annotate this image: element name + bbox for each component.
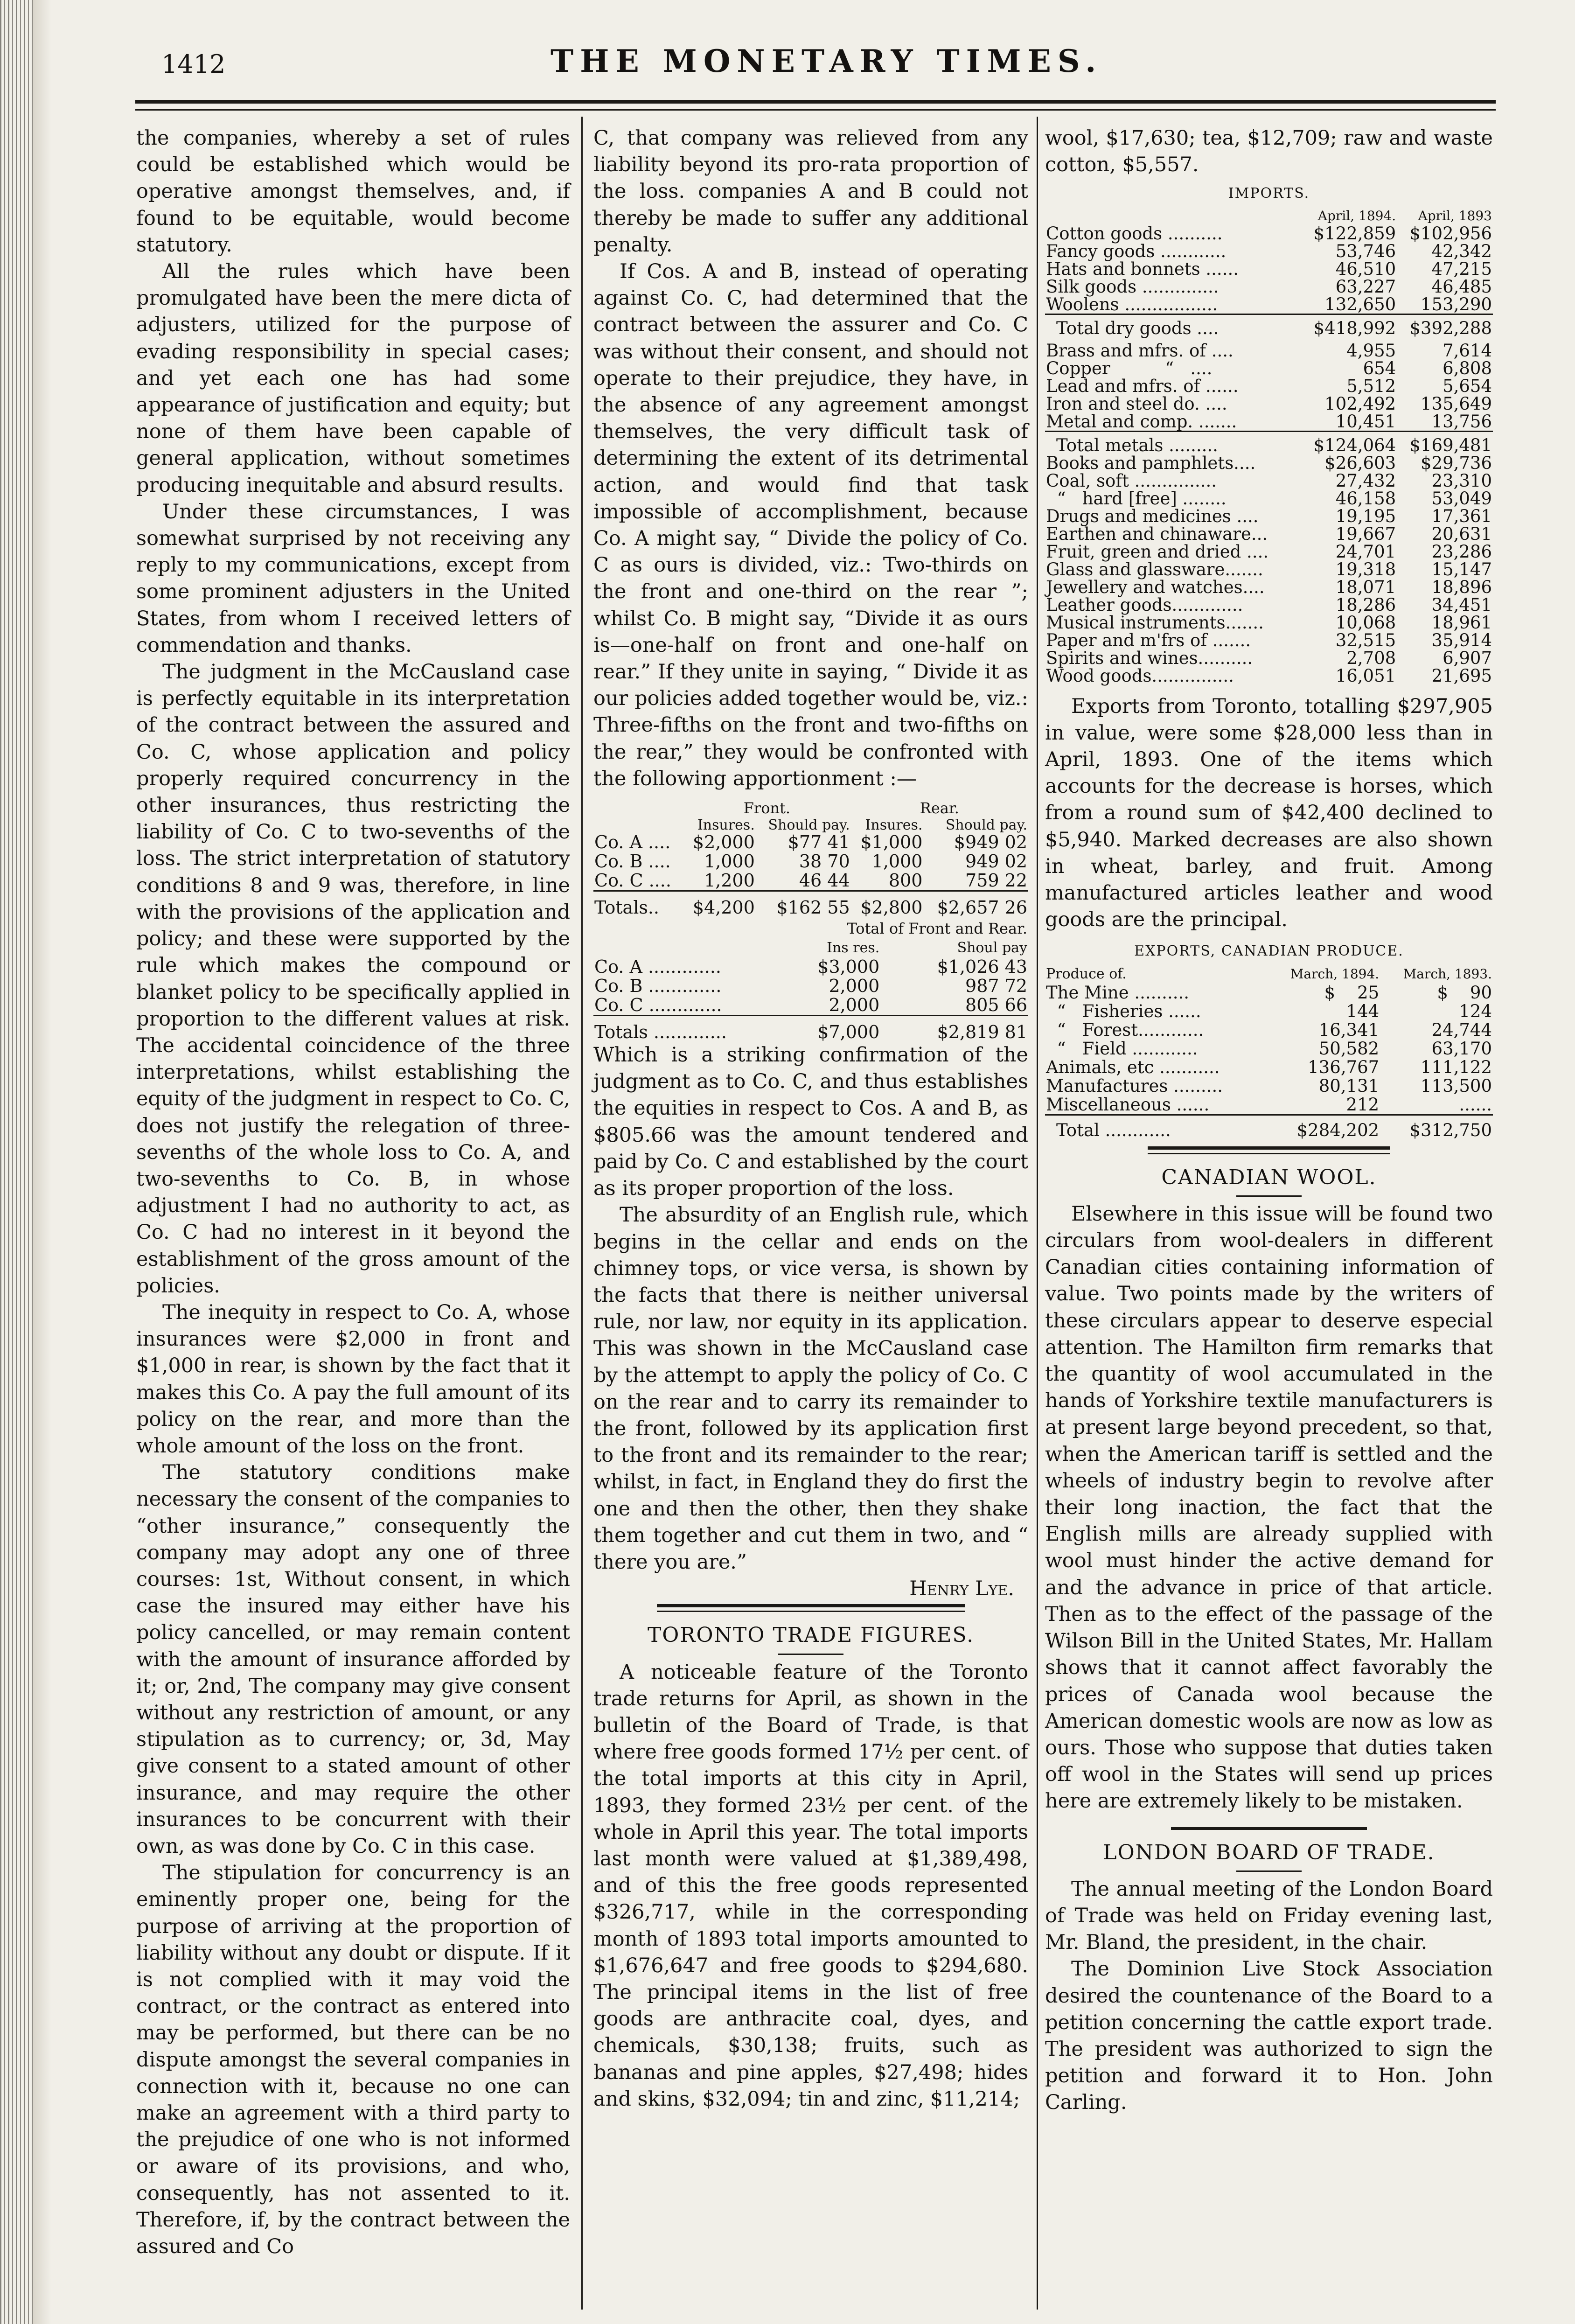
cell: 53,049 xyxy=(1431,488,1492,509)
col2-paragraph: C, that company was relieved from any liability beyond its pro-rata proportion of the loss. companies A and B could not thereby be made to suffer any additional penalty. xyxy=(593,126,1028,257)
row-label: Wood goods............... xyxy=(1046,665,1234,686)
row-label: Co. C .... xyxy=(594,870,671,891)
cell: 4,955 xyxy=(1346,340,1396,361)
section-rule xyxy=(1171,1823,1367,1834)
exports-title: EXPORTS, CANADIAN PRODUCE. xyxy=(1134,943,1404,960)
col-header: Shoul pay xyxy=(957,940,1027,956)
column-2 xyxy=(593,125,1028,2113)
cell: 16,341 xyxy=(1318,1019,1380,1040)
row-label: Totals.. xyxy=(593,891,683,918)
cell: 63,170 xyxy=(1431,1038,1492,1059)
cell: 53,746 xyxy=(1335,241,1396,261)
table-row xyxy=(1045,243,1493,260)
cell: 18,961 xyxy=(1431,612,1492,633)
cell: 1,000 xyxy=(871,851,923,872)
col-header: Ins res. xyxy=(827,940,880,956)
row-label: Leather goods............. xyxy=(1046,594,1243,615)
col1-paragraph: The inequity in respect to Co. A, whose insurances were $2,000 in front and $1,000 in rear, is shown by the fact that it makes this Co. A pay the full amount of its policy on the rear, and more than the whole amount of the loss on the front. xyxy=(136,1300,570,1458)
cell: $1,026 43 xyxy=(937,956,1027,977)
col-header: March, 1893. xyxy=(1403,966,1492,982)
table-row xyxy=(1045,225,1493,243)
row-label: “ Field ............ xyxy=(1046,1038,1198,1059)
cell: 124 xyxy=(1459,1001,1492,1021)
cell: 18,286 xyxy=(1335,594,1396,615)
row-label: Total ............ xyxy=(1045,1115,1267,1140)
row-label: Drugs and medicines .... xyxy=(1046,506,1259,526)
row-label: Metal and comp. ....... xyxy=(1046,411,1237,432)
row-label: Totals ............. xyxy=(593,1016,778,1042)
table-row xyxy=(1045,1058,1493,1077)
totals-row xyxy=(1045,1115,1493,1140)
scan-edge xyxy=(0,0,33,2324)
table-row xyxy=(1045,525,1493,543)
cell: 24,744 xyxy=(1431,1019,1492,1040)
cell: $29,736 xyxy=(1420,453,1492,473)
col-header: April, 1893 xyxy=(1418,208,1492,223)
col2-paragraph: Which is a striking confirmation of the judgment as to Co. C, and thus establishes the equities in respect to Cos. A and B, as $805.66 was the amount tendered and paid by Co. C and established by the court as its proper proportion of the loss. xyxy=(593,1043,1028,1200)
cell: 1,000 xyxy=(704,851,755,872)
page-title: THE MONETARY TIMES. xyxy=(551,43,1103,79)
table-row xyxy=(593,977,1028,996)
cell: 46,158 xyxy=(1335,488,1396,509)
cell: $169,481 xyxy=(1397,431,1493,454)
cell: 759 22 xyxy=(965,870,1027,891)
cell: $2,800 xyxy=(851,891,924,918)
cell: 34,451 xyxy=(1431,594,1492,615)
author-signature: Henry Lye. xyxy=(909,1577,1014,1601)
table-row xyxy=(1045,649,1493,667)
header-rule-thick xyxy=(135,100,1496,104)
cell: $4,200 xyxy=(683,891,756,918)
cell: 13,756 xyxy=(1431,411,1492,432)
cell: 46 44 xyxy=(799,870,850,891)
cell: 63,227 xyxy=(1335,276,1396,297)
london-paragraph: The Dominion Live Stock Association desired the countenance of the Board to a petition concerning the cattle export trade. The president was authorized to sign the petition and forward it to Hon. John Carling. xyxy=(1045,1957,1493,2115)
row-label: Woolens ................. xyxy=(1046,294,1218,314)
row-label: Spirits and wines.......... xyxy=(1046,648,1253,668)
imports-table xyxy=(1045,207,1493,685)
cell: 987 72 xyxy=(965,976,1027,997)
col2-paragraph: If Cos. A and B, instead of operating against Co. C, had determined that the contract between the assurer and Co. C was without their consent, and should not operate to their prejudice, they have, in the absence of any agreement amongst themselves, the very difficult task of determining the extent of its detrimental action, and would find that task impossible of accomplishment, because Co. A might say, “ Divide the policy of Co. C as ours is divided, viz.: Two-thirds on the front and one-third on the rear ”; whilst Co. B might say, “Divide it as ours is—one-half on front and one-half on rear.” If they unite in saying, “ Divide it as our policies added together would be, viz.: Three-fifths on the front and two-fifths on the rear,” they would be confronted with the following apportionment :— xyxy=(593,260,1028,790)
row-label: Total metals ......... xyxy=(1045,431,1301,454)
cell: ...... xyxy=(1459,1094,1492,1115)
cell: 2,708 xyxy=(1346,648,1396,668)
cell: $122,859 xyxy=(1313,223,1396,244)
cell: $949 02 xyxy=(954,832,1027,853)
cell: 5,512 xyxy=(1346,376,1396,396)
table-row xyxy=(1045,614,1493,632)
cell: 132,650 xyxy=(1324,294,1396,314)
row-label: Co. B ............. xyxy=(594,976,722,997)
cell: 38 70 xyxy=(799,851,850,872)
table-row xyxy=(1045,667,1493,685)
row-label: Fancy goods ............ xyxy=(1046,241,1227,261)
row-label: Silk goods .............. xyxy=(1046,276,1219,297)
table-row xyxy=(1045,1040,1493,1058)
page-number: 1412 xyxy=(161,49,226,79)
row-label: Cotton goods .......... xyxy=(1046,223,1223,244)
cell: 1,200 xyxy=(704,870,755,891)
col-header: Should pay. xyxy=(768,817,850,834)
row-label: Earthen and chinaware... xyxy=(1046,523,1268,544)
exports-table xyxy=(1045,965,1493,1140)
cell: $2,819 81 xyxy=(880,1016,1028,1042)
cell: 21,695 xyxy=(1431,665,1492,686)
table-row xyxy=(1045,413,1493,432)
row-label: Brass and mfrs. of .... xyxy=(1046,340,1234,361)
cell: 136,767 xyxy=(1308,1057,1380,1077)
table-row xyxy=(1045,508,1493,525)
table-row xyxy=(593,957,1028,977)
col1-paragraph: The statutory conditions make necessary the consent of the companies to “other insurance,” consequently the company may adopt any one of three courses: 1st, Without consent, in which case the insured may either have his policy cancelled, or may remain content with the amount of insurance afforded by it; or, 2nd, The company may give consent without any restriction of amount, or any stipulation as to currency; or, 3d, May give consent to a stated amount of other insurance, and may require the other insurances to be concurrent with their own, as was done by Co. C in this case. xyxy=(136,1461,570,1858)
col-header: Insures. xyxy=(865,817,923,834)
col1-paragraph: the companies, whereby a set of rules could be established which would be operative amongst themselves, and, if found to be equitable, would become statutory. xyxy=(136,126,570,257)
cell: $77 41 xyxy=(788,832,850,853)
totals-row xyxy=(593,1016,1028,1042)
front-group-header: Front. xyxy=(743,799,791,817)
cell: 805 66 xyxy=(965,995,1027,1016)
table-row xyxy=(1045,1021,1493,1040)
cell: 113,500 xyxy=(1420,1075,1492,1096)
table-row xyxy=(1045,561,1493,579)
row-label: Lead and mfrs. of ...... xyxy=(1046,376,1239,396)
section-rule-ornament xyxy=(657,1602,965,1616)
col-header: Should pay. xyxy=(945,817,1027,834)
row-label: “ Fisheries ...... xyxy=(1046,1001,1201,1021)
cell: 10,068 xyxy=(1335,612,1396,633)
row-label: The Mine .......... xyxy=(1046,982,1189,1003)
row-label: Paper and m'frs of ....... xyxy=(1046,630,1251,650)
column-1 xyxy=(136,125,570,2260)
cell: 20,631 xyxy=(1431,523,1492,544)
london-heading: LONDON BOARD OF TRADE. xyxy=(1103,1840,1435,1864)
toronto-paragraph: A noticeable feature of the Toronto trade returns for April, as shown in the bulletin of the Board of Trade, is that where free goods formed 17½ per cent. of the total imports at this city in April, 1893, they formed 23½ per cent. of the whole in April this year. The total imports last month were valued at $1,389,498, and of this the free goods represented $326,717, while in the corresponding month of 1893 total imports amounted to $1,676,647 and free goods to $294,680. The principal items in the list of free goods are anthracite coal, dyes, and chemicals, $30,138; fruits, such as bananas and pine apples, $27,498; hides and skins, $32,094; tin and zinc, $11,214; xyxy=(593,1660,1028,2111)
cell: 2,000 xyxy=(829,995,880,1016)
cell: 18,896 xyxy=(1431,577,1492,597)
cell: 6,808 xyxy=(1443,358,1492,378)
totals-row xyxy=(1045,314,1493,337)
row-label: Glass and glassware....... xyxy=(1046,559,1263,579)
table-row xyxy=(1045,296,1493,314)
table-row xyxy=(1045,377,1493,395)
row-label: “ Forest............ xyxy=(1046,1019,1204,1040)
cell: $392,288 xyxy=(1397,314,1493,337)
cell: 10,451 xyxy=(1335,411,1396,432)
cell: 46,485 xyxy=(1431,276,1492,297)
row-label: Jewellery and watches.... xyxy=(1046,577,1265,597)
table-row xyxy=(1045,472,1493,490)
table-row xyxy=(1045,360,1493,377)
cell: $2,657 26 xyxy=(923,891,1028,918)
row-label: Animals, etc ........... xyxy=(1046,1057,1220,1077)
col1-paragraph: The stipulation for concurrency is an eminently proper one, being for the purpose of arriving at the proportion of liability without any doubt or dispute. If it is not complied with it may void the contract, or the contract as entered into may be performed, but there can be no dispute amongst the several companies in connection with it, because no one can make an agreement with a third party to the prejudice of one who is not informed or aware of its provisions, and who, consequently, has not assented to it. Therefore, if, by the contract between the assured and Co xyxy=(136,1861,570,2259)
cell: $312,750 xyxy=(1380,1115,1493,1140)
row-label: Co. B .... xyxy=(594,851,671,872)
cell: $1,000 xyxy=(860,832,923,853)
cell: 15,147 xyxy=(1431,559,1492,579)
row-label: Manufactures ......... xyxy=(1046,1075,1223,1096)
table-row xyxy=(1045,1002,1493,1021)
col3-paragraph: Exports from Toronto, totalling $297,905 in value, were some $28,000 less than in April, 1893. One of the items which accounts for the decrease is horses, which from a round sum of $42,400 declined to $5,940. Marked decreases are also shown in wheat, barley, and fruit. Among manufactured articles leather and wood goods are the principal. xyxy=(1045,694,1493,932)
cell: 19,667 xyxy=(1335,523,1396,544)
col1-paragraph: The judgment in the McCausland case is perfectly equitable in its interpretation of the contract between the assured and Co. C, whose application and policy properly required concurrency in the other insurances, thus restricting the liability of Co. C to two-sevenths of the loss. The strict interpretation of statutory conditions 8 and 9 was, therefore, in line with the provisions of the application and policy; and these were supported by the rule which makes the compound or blanket policy to be specifically applied in proportion to the different values at risk. The accidental coincidence of the three interpretations, whilst establishing the equity of the judgment in respect to Co. C, does not justify the relegation of three-sevenths of the whole loss to Co. A, and two-sevenths to Co. B, in whose adjustment I had no authority to act, as Co. C had no interest in it beyond the establishment of the gross amount of the policies. xyxy=(136,660,570,1298)
cell: 102,492 xyxy=(1324,393,1396,414)
short-rule xyxy=(778,1649,843,1659)
apportionment-table xyxy=(593,799,1028,917)
cell: 23,310 xyxy=(1431,470,1492,491)
cell: 24,701 xyxy=(1335,541,1396,562)
cell: $2,000 xyxy=(692,832,755,853)
column-divider-1 xyxy=(581,117,583,2310)
row-label: Copper “ .... xyxy=(1046,358,1213,378)
cell: 19,318 xyxy=(1335,559,1396,579)
col1-paragraph: Under these circumstances, I was somewhat surprised by not receiving any reply to my communications, except from some prominent adjusters in the United States, from whom I received letters of commendation and thanks. xyxy=(136,500,570,657)
col-header: April, 1894. xyxy=(1317,208,1396,223)
short-rule xyxy=(1236,1866,1302,1876)
cell: $284,202 xyxy=(1267,1115,1380,1140)
row-label: Co. C ............. xyxy=(594,995,722,1016)
cell: 949 02 xyxy=(965,851,1027,872)
cell: 19,195 xyxy=(1335,506,1396,526)
totals-row xyxy=(1045,431,1493,454)
cell: 18,071 xyxy=(1335,577,1396,597)
col-header: Insures. xyxy=(697,817,755,834)
london-paragraph: The annual meeting of the London Board of Trade was held on Friday evening last, Mr. Bland, the president, in the chair. xyxy=(1045,1877,1493,1954)
col-header: Produce of. xyxy=(1046,965,1127,982)
table-row xyxy=(1045,596,1493,614)
cell: 27,432 xyxy=(1335,470,1396,491)
cell: 16,051 xyxy=(1335,665,1396,686)
table-row xyxy=(1045,1096,1493,1115)
cell: 35,914 xyxy=(1431,630,1492,650)
cell: 212 xyxy=(1346,1094,1380,1115)
table-row xyxy=(1045,490,1493,508)
cell: $418,992 xyxy=(1301,314,1397,337)
table-row xyxy=(1045,1077,1493,1096)
table-row xyxy=(1045,260,1493,278)
imports-title: IMPORTS. xyxy=(1228,185,1310,202)
cell: 42,342 xyxy=(1431,241,1492,261)
cell: $102,956 xyxy=(1409,223,1492,244)
short-rule xyxy=(1236,1191,1302,1201)
cell: 80,131 xyxy=(1318,1075,1380,1096)
col2-paragraph: The absurdity of an English rule, which begins in the cellar and ends on the chimney tops, or vice versa, is shown by the facts that there is neither universal rule, nor law, nor equity in its application. This was shown in the McCausland case by the attempt to apply the policy of Co. C on the rear and to carry its remainder to the front, followed by its application first to the front and its remainder to the rear; whilst, in fact, in England they do first the one and then the other, then they shake them together and cut them in two, and “ there you are.” xyxy=(593,1203,1028,1574)
cell: 144 xyxy=(1346,1001,1380,1021)
row-label: Co. A ............. xyxy=(594,956,721,977)
cell: $ 25 xyxy=(1324,982,1380,1003)
row-label: Coal, soft ............... xyxy=(1046,470,1217,491)
col-header: March, 1894. xyxy=(1290,966,1380,982)
wool-heading: CANADIAN WOOL. xyxy=(1161,1165,1377,1189)
cell: $124,064 xyxy=(1301,431,1397,454)
cell: 47,215 xyxy=(1431,258,1492,279)
cell: 50,582 xyxy=(1318,1038,1380,1059)
cell: 17,361 xyxy=(1431,506,1492,526)
totals-row xyxy=(593,891,1028,918)
row-label: Iron and steel do. .... xyxy=(1046,393,1227,414)
column-3 xyxy=(1045,125,1493,2116)
column-divider-2 xyxy=(1037,117,1038,2310)
row-label: Co. A .... xyxy=(594,832,671,853)
cell: 6,907 xyxy=(1443,648,1492,668)
cell: $3,000 xyxy=(817,956,880,977)
cell: 32,515 xyxy=(1335,630,1396,650)
table-row xyxy=(1045,395,1493,413)
toronto-heading: TORONTO TRADE FIGURES. xyxy=(647,1623,975,1647)
cell: 5,654 xyxy=(1443,376,1492,396)
row-label: Books and pamphlets.... xyxy=(1046,453,1256,473)
cell: 800 xyxy=(888,870,923,891)
cell: 23,286 xyxy=(1431,541,1492,562)
table-row xyxy=(1045,278,1493,296)
front-rear-total-table xyxy=(593,919,1028,1042)
row-label: Miscellaneous ...... xyxy=(1046,1094,1210,1115)
header-rule-thin xyxy=(135,109,1496,111)
cell: 111,122 xyxy=(1420,1057,1492,1077)
cell: 135,649 xyxy=(1420,393,1492,414)
cell: 2,000 xyxy=(829,976,880,997)
sub-table-title: Total of Front and Rear. xyxy=(847,920,1027,938)
row-label: Total dry goods .... xyxy=(1045,314,1301,337)
wool-paragraph: Elsewhere in this issue will be found two circulars from wool-dealers in different Canadian cities containing information of value. Two points made by the writers of these circulars appear to deserve especial attention. The Hamilton firm remarks that the quantity of wool accumulated in the hands of Yorkshire textile manufacturers is at present large beyond precedent, so that, when the American tariff is settled and the wheels of industry begin to revolve after their long inaction, the fact that the English mills are already supplied with wool must hinder the active demand for and the advance in price of that article. Then as to the effect of the passage of the Wilson Bill in the United States, Mr. Hallam shows that it cannot affect favorably the prices of Canada wool because the American domestic wools are now as low as ours. Those who suppose that duties taken off wool in the States will send up prices here are extremely likely to be mistaken. xyxy=(1045,1202,1493,1813)
row-label: “ hard [free] ........ xyxy=(1046,488,1227,509)
cell: $162 55 xyxy=(756,891,851,918)
cell: 46,510 xyxy=(1335,258,1396,279)
scan-spine xyxy=(33,0,51,2324)
cell: 654 xyxy=(1363,358,1396,378)
table-row xyxy=(1045,579,1493,596)
table-row xyxy=(1045,454,1493,472)
cell: $ 90 xyxy=(1437,982,1492,1003)
table-row xyxy=(593,852,1028,871)
cell: 153,290 xyxy=(1420,294,1492,314)
row-label: Musical instruments....... xyxy=(1046,612,1264,633)
table-row xyxy=(593,833,1028,852)
table-row xyxy=(593,996,1028,1016)
row-label: Fruit, green and dried .... xyxy=(1046,541,1269,562)
table-row xyxy=(1045,337,1493,360)
col3-paragraph: wool, $17,630; tea, $12,709; raw and waste cotton, $5,557. xyxy=(1045,126,1493,177)
cell: $26,603 xyxy=(1324,453,1396,473)
cell: 7,614 xyxy=(1443,340,1492,361)
table-row xyxy=(1045,543,1493,561)
rear-group-header: Rear. xyxy=(920,799,959,817)
section-rule-ornament xyxy=(1148,1145,1390,1159)
row-label: Hats and bonnets ...... xyxy=(1046,258,1239,279)
cell: $7,000 xyxy=(778,1016,881,1042)
table-row xyxy=(1045,984,1493,1002)
col1-paragraph: All the rules which have been promulgated have been the mere dicta of adjusters, utilized for the purpose of evading responsibility in special cases; and yet each one has had some appearance of justification and equity; but none of them have been capable of general application, without sometimes producing inequitable and absurd results. xyxy=(136,260,570,497)
table-row xyxy=(1045,632,1493,649)
table-row xyxy=(593,871,1028,891)
